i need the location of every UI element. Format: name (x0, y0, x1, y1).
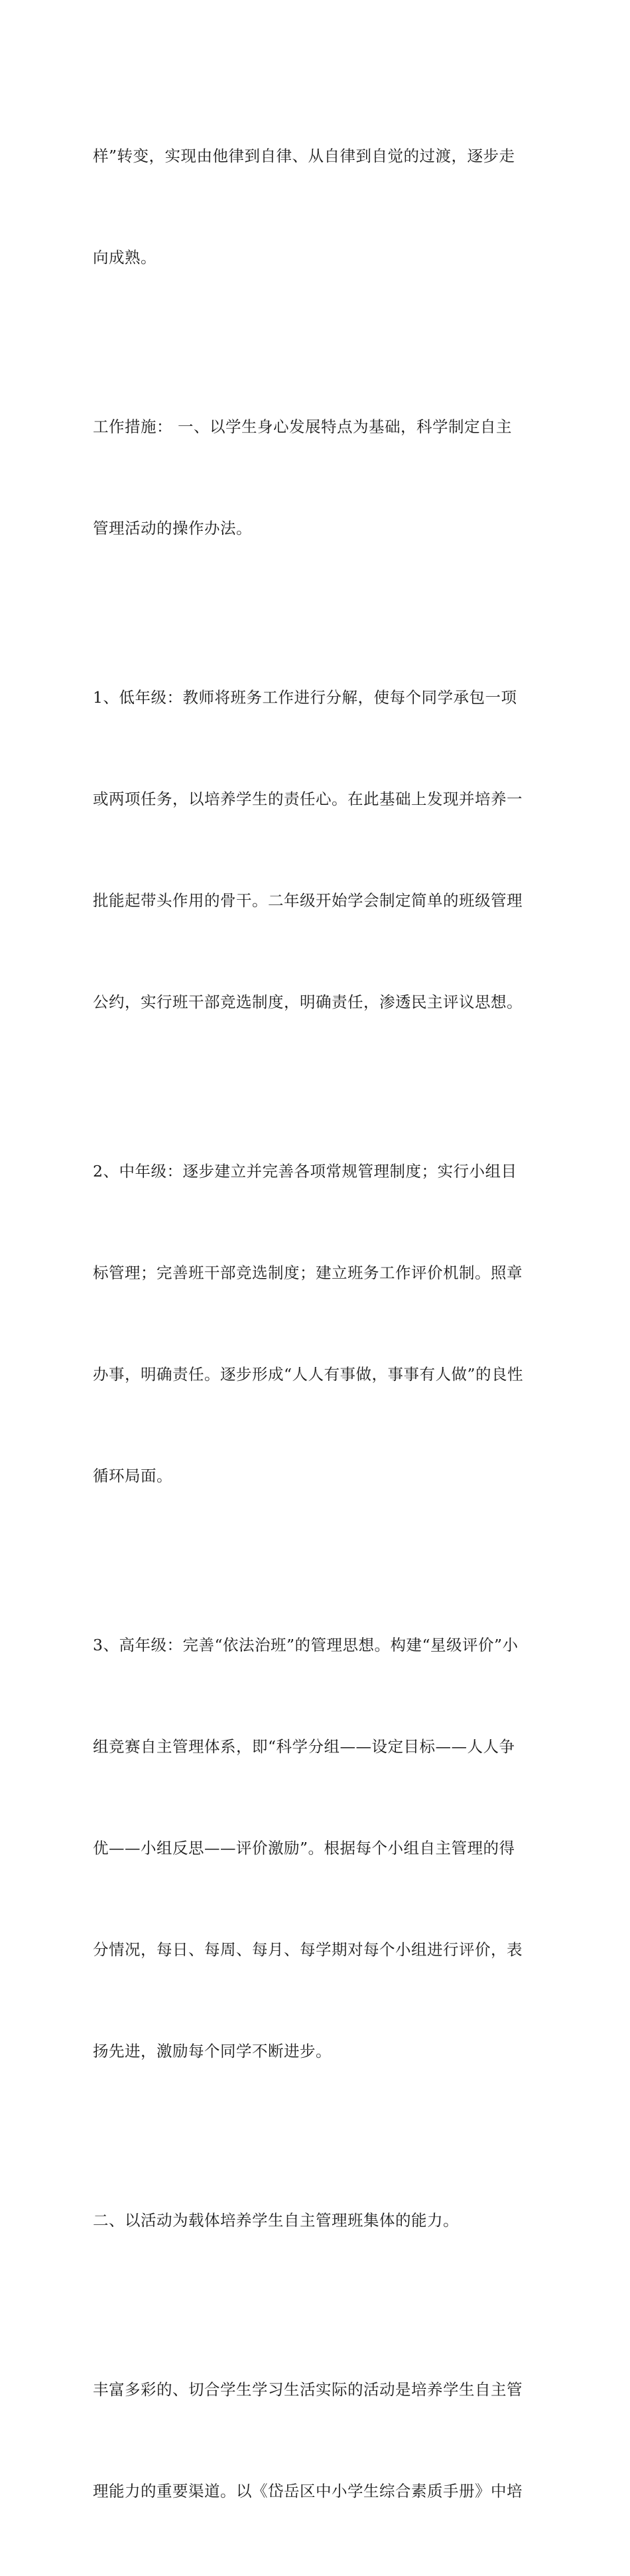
text-line: 办事，明确责任。逐步形成“人人有事做，事事有人做”的良性 (93, 1365, 524, 1384)
text-line: 工作措施： 一、以学生身心发展特点为基础，科学制定自主 (93, 417, 512, 436)
paragraph-transition (93, 72, 544, 342)
paragraph-middle-grade (93, 1087, 544, 1561)
text-line: 组竞赛自主管理体系，即“科学分组——设定目标——人人争 (93, 1737, 515, 1756)
paragraph-lower-grade (93, 613, 544, 1087)
text-line: 扬先进，激励每个同学不断进步。 (93, 2042, 332, 2060)
text-line: 二、以活动为载体培养学生自主管理班集体的能力。 (93, 2211, 459, 2230)
text-line: 3、高年级：完善“依法治班”的管理思想。构建“星级评价”小 (93, 1636, 519, 1654)
text-line: 优——小组反思——评价激励”。根据每个小组自主管理的得 (93, 1839, 515, 1857)
text-line: 公约，实行班干部竞选制度，明确责任，渗透民主评议思想。 (93, 993, 523, 1011)
text-line: 标管理；完善班干部竞选制度；建立班务工作评价机制。照章 (93, 1263, 523, 1282)
text-line: 或两项任务，以培养学生的责任心。在此基础上发现并培养一 (93, 790, 523, 808)
paragraph-section-two-heading (93, 2136, 544, 2305)
paragraph-work-measures (93, 342, 544, 613)
text-line: 批能起带头作用的骨干。二年级开始学会制定简单的班级管理 (93, 891, 523, 910)
text-line: 理能力的重要渠道。以《岱岳区中小学生综合素质手册》中培 (93, 2482, 523, 2500)
text-line: 样”转变，实现由他律到自律、从自律到自觉的过渡，逐步走 (93, 147, 515, 165)
paragraph-activities (93, 2305, 544, 2576)
paragraph-upper-grade (93, 1561, 544, 2136)
text-line: 分情况，每日、每周、每月、每学期对每个小组进行评价，表 (93, 1940, 523, 1959)
text-line: 1、低年级：教师将班务工作进行分解，使每个同学承包一项 (93, 688, 517, 707)
text-line: 2、中年级：逐步建立并完善各项常规管理制度；实行小组目 (93, 1162, 517, 1181)
text-line: 向成熟。 (93, 248, 157, 267)
text-line: 循环局面。 (93, 1467, 172, 1485)
text-line: 丰富多彩的、切合学生学习生活实际的活动是培养学生自主管 (93, 2380, 523, 2399)
text-line: 管理活动的操作办法。 (93, 519, 252, 537)
document-body (93, 72, 544, 2576)
